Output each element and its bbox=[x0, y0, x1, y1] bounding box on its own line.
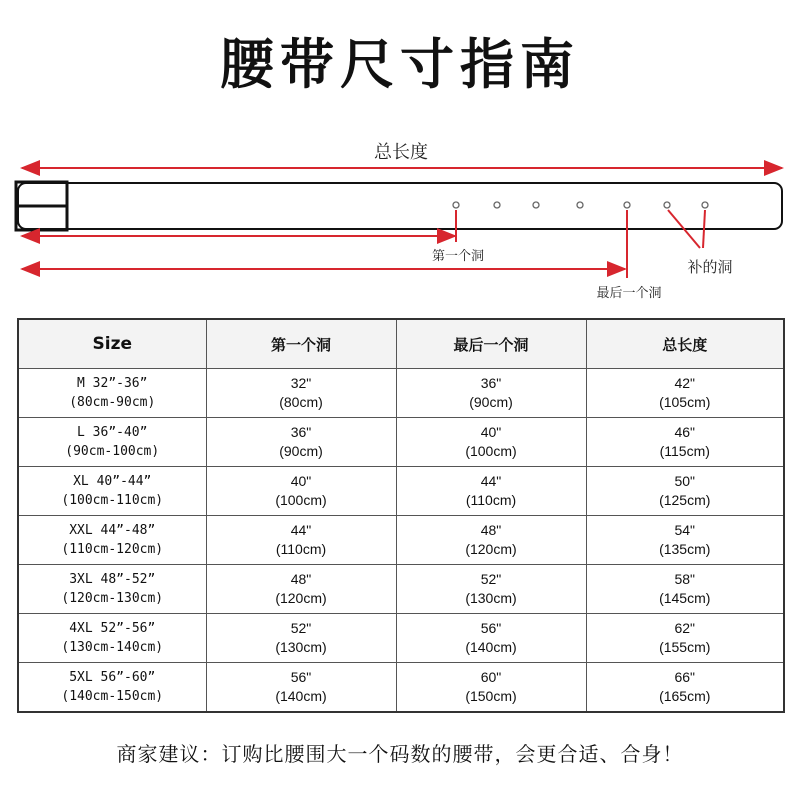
column-header-first-hole: 第一个洞 bbox=[206, 319, 396, 369]
last-hole-cm: (150cm) bbox=[465, 688, 517, 704]
last-hole-label: 最后一个洞 bbox=[596, 286, 662, 301]
total-length-cell bbox=[586, 418, 784, 467]
last-hole-cm: (110cm) bbox=[465, 492, 517, 508]
hole bbox=[702, 202, 708, 208]
last-hole-cm: (130cm) bbox=[465, 590, 517, 606]
table-row bbox=[18, 663, 784, 713]
table-row bbox=[18, 467, 784, 516]
total-length-inch: 58" bbox=[674, 571, 696, 587]
last-hole-cell bbox=[396, 369, 586, 418]
first-hole-cell bbox=[206, 614, 396, 663]
first-hole-cell bbox=[206, 663, 396, 713]
first-hole-inch: 44" bbox=[290, 522, 312, 538]
first-hole-inch: 32" bbox=[290, 375, 312, 391]
first-hole-inch: 40" bbox=[290, 473, 312, 489]
first-hole-cm: (90cm) bbox=[279, 443, 323, 459]
last-hole-cm: (90cm) bbox=[469, 394, 513, 410]
total-length-inch: 66" bbox=[674, 669, 696, 685]
size-range: XXL 44”-48” bbox=[69, 523, 156, 538]
first-hole-inch: 52" bbox=[290, 620, 312, 636]
first-hole-cm: (130cm) bbox=[275, 639, 327, 655]
total-length-cm: (105cm) bbox=[659, 394, 711, 410]
first-hole-cell bbox=[206, 565, 396, 614]
first-hole-cell bbox=[206, 516, 396, 565]
total-length-cell bbox=[586, 614, 784, 663]
total-length-cm: (125cm) bbox=[659, 492, 711, 508]
size-range-cm: (80cm-90cm) bbox=[69, 395, 156, 410]
hole bbox=[577, 202, 583, 208]
last-hole-cell bbox=[396, 663, 586, 713]
total-length-inch: 54" bbox=[674, 522, 696, 538]
total-length-cm: (145cm) bbox=[659, 590, 711, 606]
size-range-cm: (140cm-150cm) bbox=[61, 689, 164, 704]
total-length-cell bbox=[586, 565, 784, 614]
table-row bbox=[18, 614, 784, 663]
first-hole-inch: 48" bbox=[290, 571, 312, 587]
table-row bbox=[18, 516, 784, 565]
first-hole-inch: 36" bbox=[290, 424, 312, 440]
last-hole-cm: (120cm) bbox=[465, 541, 517, 557]
last-hole-inch: 44" bbox=[480, 473, 502, 489]
size-cell bbox=[18, 516, 206, 565]
total-length-cell bbox=[586, 663, 784, 713]
last-hole-inch: 48" bbox=[480, 522, 502, 538]
last-hole-cell bbox=[396, 516, 586, 565]
hole bbox=[664, 202, 670, 208]
first-hole-cm: (120cm) bbox=[275, 590, 327, 606]
total-length-cm: (135cm) bbox=[659, 541, 711, 557]
page-title: 腰带尺寸指南 bbox=[220, 33, 580, 96]
total-length-inch: 46" bbox=[674, 424, 696, 440]
total-length-inch: 50" bbox=[674, 473, 696, 489]
total-length-cm: (115cm) bbox=[659, 443, 710, 459]
column-header-total-length: 总长度 bbox=[586, 319, 784, 369]
column-header-size: Size bbox=[18, 319, 206, 369]
hole bbox=[533, 202, 539, 208]
merchant-advice: 商家建议：订购比腰围大一个码数的腰带，会更合适、合身！ bbox=[116, 742, 684, 766]
size-range-cm: (110cm-120cm) bbox=[61, 542, 164, 557]
first-hole-cell bbox=[206, 369, 396, 418]
size-range-cm: (100cm-110cm) bbox=[61, 493, 164, 508]
first-hole-cm: (100cm) bbox=[275, 492, 327, 508]
belt-diagram bbox=[0, 120, 800, 310]
hole bbox=[624, 202, 630, 208]
total-length-cm: (155cm) bbox=[659, 639, 711, 655]
last-hole-inch: 36" bbox=[480, 375, 502, 391]
last-hole-cm: (100cm) bbox=[465, 443, 517, 459]
first-hole-cell bbox=[206, 467, 396, 516]
last-hole-cell bbox=[396, 565, 586, 614]
total-length-cell bbox=[586, 516, 784, 565]
column-header-last-hole: 最后一个洞 bbox=[396, 319, 586, 369]
first-hole-cm: (140cm) bbox=[275, 688, 327, 704]
hole bbox=[494, 202, 500, 208]
size-cell bbox=[18, 369, 206, 418]
last-hole-cm: (140cm) bbox=[465, 639, 517, 655]
total-length-inch: 42" bbox=[674, 375, 696, 391]
last-hole-inch: 56" bbox=[480, 620, 502, 636]
size-range: 4XL 52”-56” bbox=[69, 621, 156, 636]
size-range-cm: (120cm-130cm) bbox=[61, 591, 164, 606]
total-length-cm: (165cm) bbox=[659, 688, 711, 704]
size-cell bbox=[18, 614, 206, 663]
total-length-cell bbox=[586, 467, 784, 516]
size-range-cm: (130cm-140cm) bbox=[61, 640, 164, 655]
total-length-cell bbox=[586, 369, 784, 418]
first-hole-cm: (110cm) bbox=[275, 541, 327, 557]
size-range-cm: (90cm-100cm) bbox=[65, 444, 160, 459]
total-length-label: 总长度 bbox=[374, 142, 428, 163]
table-row bbox=[18, 565, 784, 614]
size-range: 3XL 48”-52” bbox=[69, 572, 156, 587]
last-hole-cell bbox=[396, 467, 586, 516]
first-hole-inch: 56" bbox=[290, 669, 312, 685]
first-hole-label: 第一个洞 bbox=[431, 249, 485, 264]
last-hole-cell bbox=[396, 418, 586, 467]
size-table bbox=[17, 318, 785, 713]
size-range: M 32”-36” bbox=[77, 376, 148, 391]
last-hole-cell bbox=[396, 614, 586, 663]
last-hole-inch: 60" bbox=[480, 669, 502, 685]
size-range: L 36”-40” bbox=[77, 425, 148, 440]
size-cell bbox=[18, 467, 206, 516]
hole bbox=[453, 202, 459, 208]
size-cell bbox=[18, 663, 206, 713]
last-hole-inch: 52" bbox=[480, 571, 502, 587]
extra-holes-label: 补的洞 bbox=[687, 258, 733, 276]
table-header-row bbox=[18, 319, 784, 369]
table-row bbox=[18, 369, 784, 418]
table-row bbox=[18, 418, 784, 467]
first-hole-cm: (80cm) bbox=[279, 394, 323, 410]
total-length-inch: 62" bbox=[674, 620, 696, 636]
size-range: 5XL 56”-60” bbox=[69, 670, 156, 685]
size-range: XL 40”-44” bbox=[73, 474, 152, 489]
size-cell bbox=[18, 418, 206, 467]
size-cell bbox=[18, 565, 206, 614]
first-hole-cell bbox=[206, 418, 396, 467]
last-hole-inch: 40" bbox=[480, 424, 502, 440]
